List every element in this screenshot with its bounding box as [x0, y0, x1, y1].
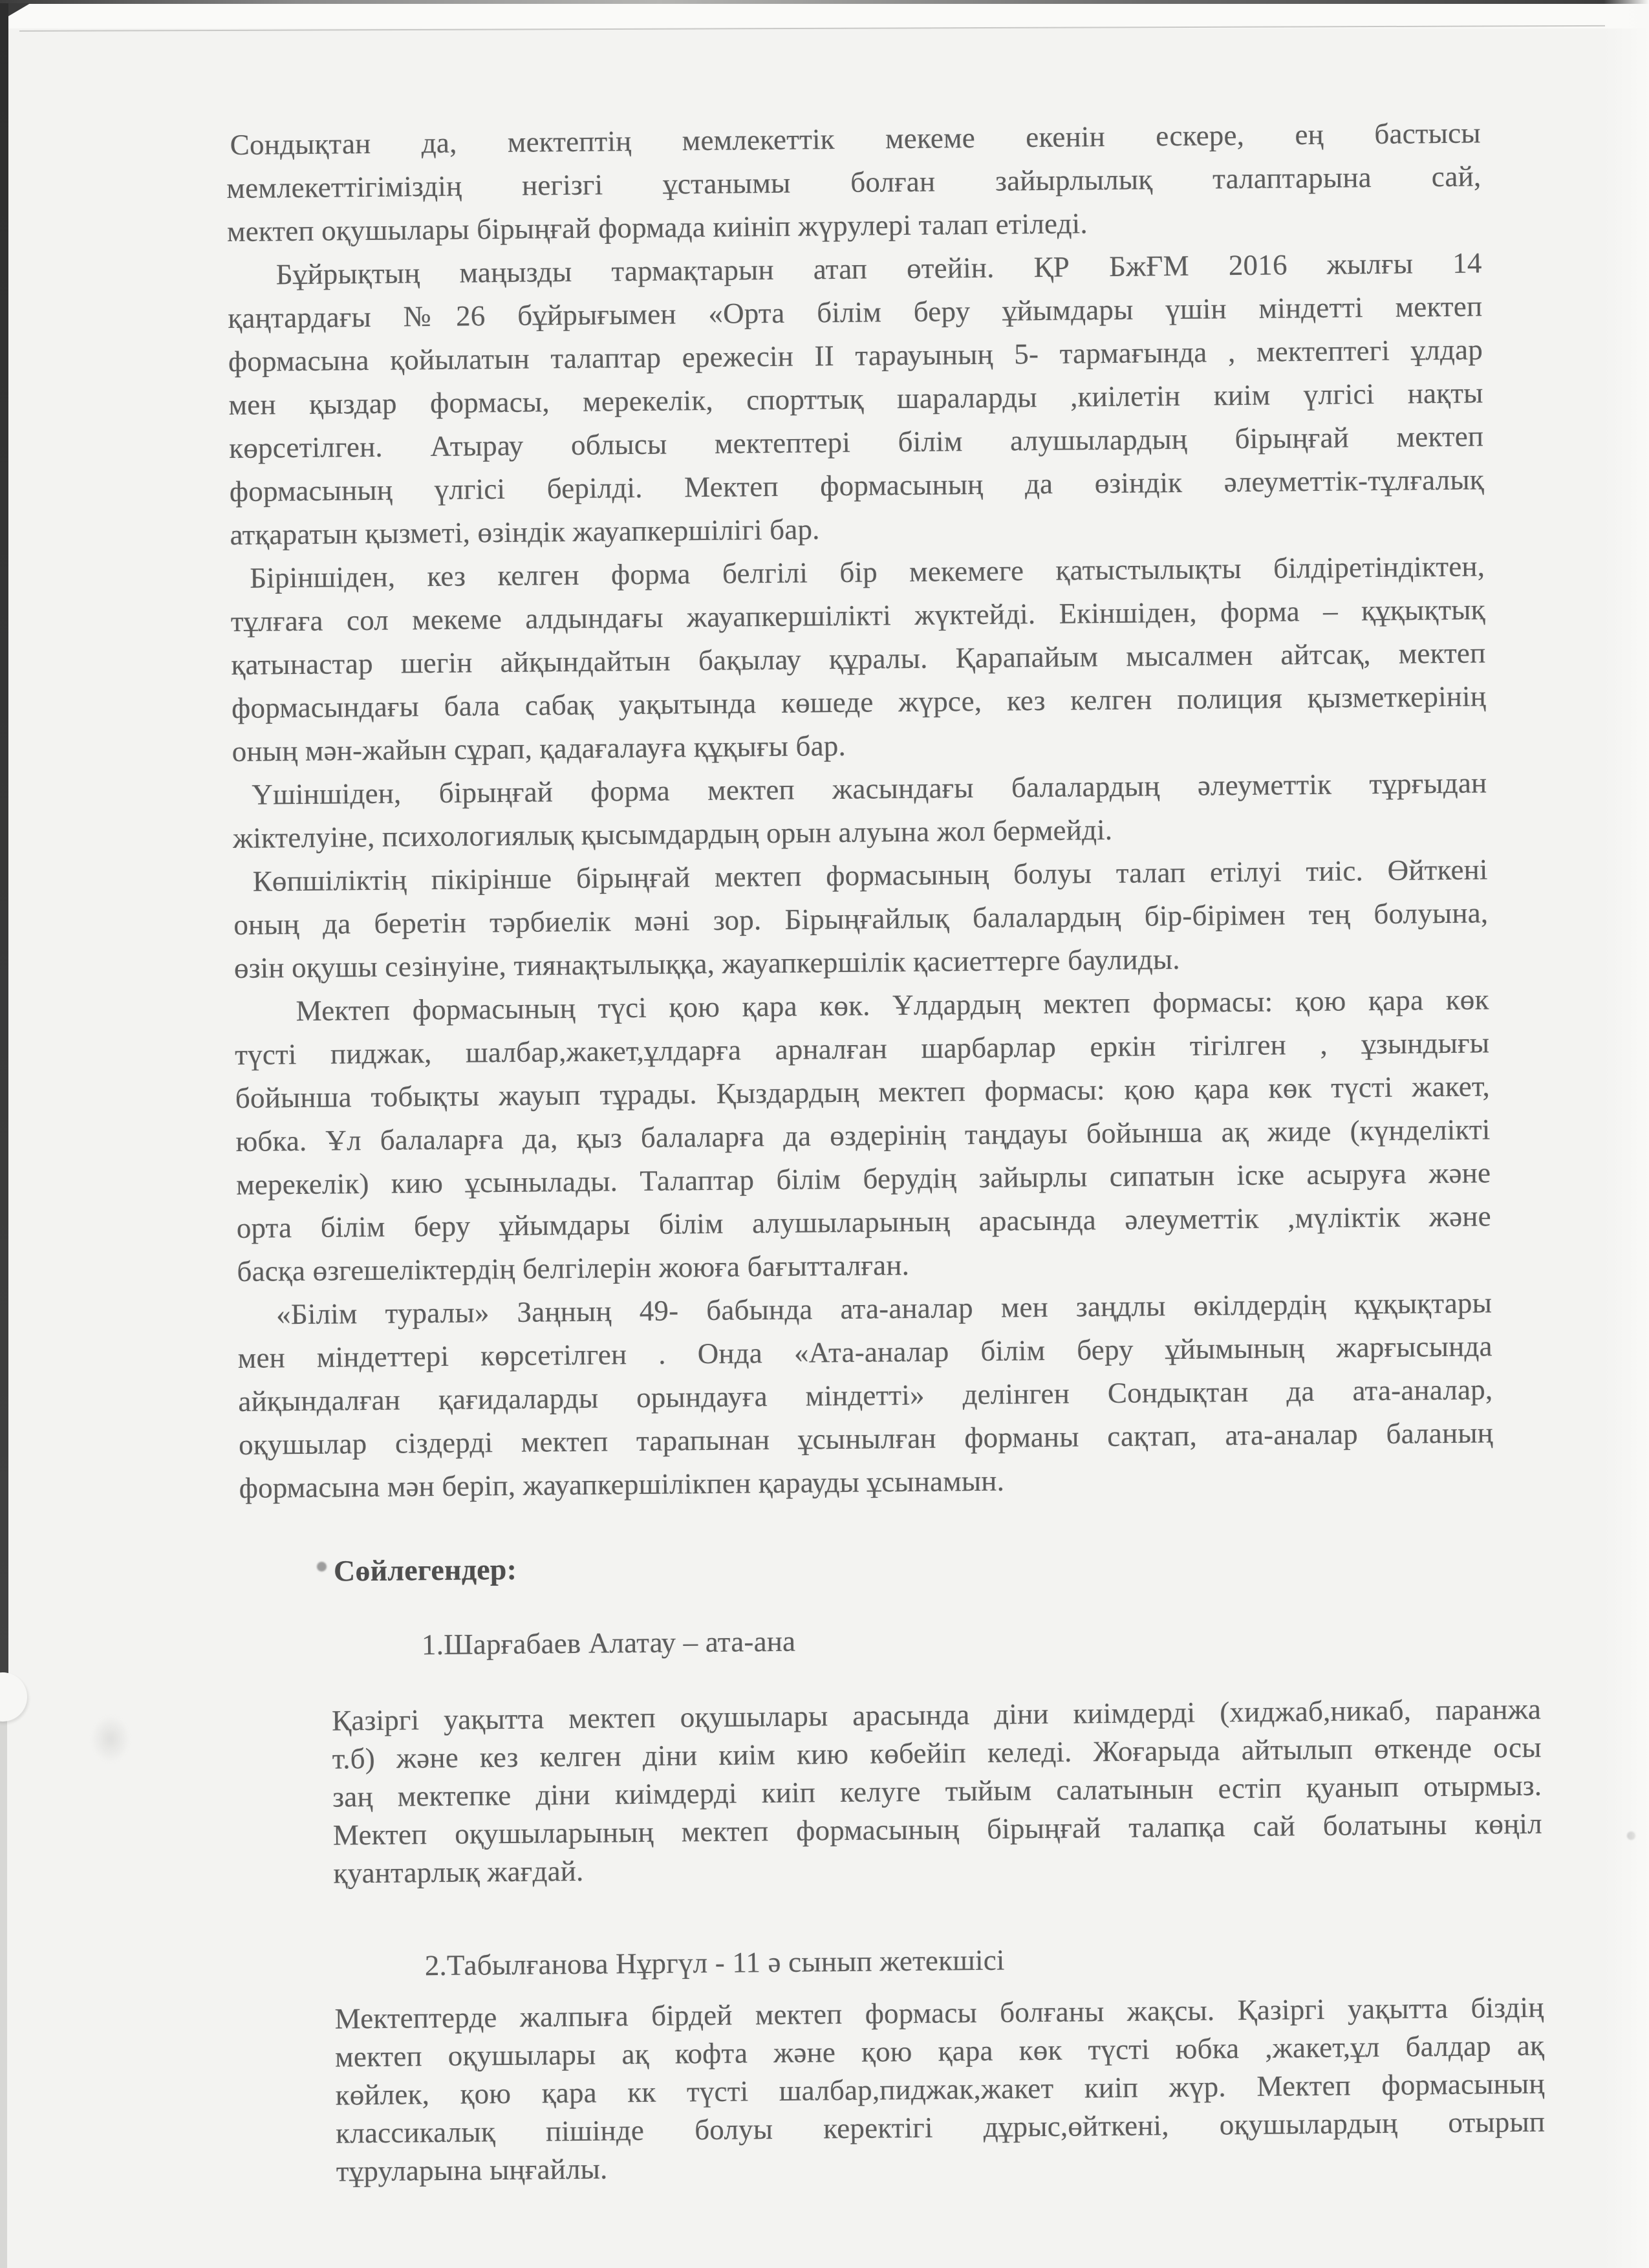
speakers-heading — [240, 1541, 1494, 1591]
text-line: Үшіншіден, бірыңғай форма мектеп жасындағы балалардың әлеуметтік тұрғыдан — [252, 766, 1487, 811]
text-line: мен қыздар формасы, мерекелік, спорттық шараларды ,киілетін киім үлгісі нақты — [228, 376, 1483, 422]
text-line: атқаратын қызметі, өзіндік жауапкершілігі бар. — [230, 513, 820, 552]
scan-top-margin — [8, 0, 1649, 28]
text-line: өзін оқушы сезінуіне, тиянақтылыққа, жауапкершілік қасиеттерге баулиды. — [233, 942, 1180, 984]
text-line: «Білім туралы» Заңның 49- бабында ата-аналар мен заңдлы өкілдердің құқықтары — [275, 1286, 1493, 1331]
paragraph-firstly — [230, 545, 1487, 773]
speaker-1-name — [241, 1615, 1495, 1665]
text-line: юбка. Ұл балаларға да, қыз балаларға да өздерінің таңдауы бойынша ақ жиде (күнделікті — [235, 1113, 1491, 1158]
text-line: Біріншіден, кез келген форма белгілі бір мекемеге қатыстылықты білдіретіндіктен, — [249, 550, 1485, 594]
text-line: тұлғаға сол мекеме алдындағы жауапкершілікті жүктейді. Екіншіден, форма – құқықтық — [230, 593, 1485, 638]
text-line: жіктелуіне, психологиялық қысымдардың орын алуына жол бермейді. — [232, 813, 1113, 854]
text-line: Қазіргі уақытта мектеп оқушылары арасында діни киімдерді (хиджаб,никаб, паранжа — [331, 1692, 1542, 1737]
paragraph-order — [227, 241, 1484, 557]
text-line: формасындағы бала сабақ уақытында көшеде жүрсе, кез келген полиция қызметкерінің — [231, 680, 1487, 725]
text-line: формасының үлгісі берілді. Мектеп формасының да өзіндік әлеуметтік-тұлғалық — [229, 463, 1485, 508]
text-line: көрсетілген. Атырау облысы мектептері білім алушылардың бірыңғай мектеп — [229, 420, 1484, 465]
scan-left-edge-lower — [0, 1683, 7, 2268]
text-line: оның мән-жайын сұрап, қадағалауға құқығы бар. — [232, 729, 846, 768]
text-line: мектеп оқушылары ақ кофта және қою қара көк түсті юбка ,жакет,ұл балдар ақ — [334, 2029, 1545, 2073]
text-line: басқа өзгешеліктердің белгілерін жоюға бағытталған. — [237, 1248, 910, 1288]
text-line: түсті пиджак, шалбар,жакет,ұлдарға арналған шарбарлар еркін тігілген , ұзындығы — [235, 1026, 1490, 1071]
scan-right-fade — [1604, 0, 1649, 2268]
text-line: Сөйлегендер: — [333, 1552, 517, 1588]
scan-left-edge — [0, 3, 8, 1685]
scan-top-edge — [0, 0, 1649, 4]
text-line: 1.Шарғабаев Алатау – ата-ана — [421, 1625, 796, 1661]
text-line: Мектеп оқушыларының мектеп формасының бірыңғай талапқа сай болатыны көңіл — [332, 1807, 1543, 1852]
text-line: формасына мән беріп, жауапкершілікпен қарауды ұсынамын. — [239, 1464, 1005, 1504]
text-line: Сондықтан да, мектептің мемлекеттік мекеме екенін ескере, ең бастысы — [230, 116, 1481, 161]
text-line: оның да беретін тәрбиелік мәні зор. Бірыңғайлық балалардың бір-бірімен тең болуына, — [233, 896, 1489, 941]
speaker-2-statement — [334, 1989, 1546, 2191]
paragraph-thirdly — [232, 761, 1487, 860]
text-line: қаңтардағы №26 бұйрығымен «Орта білім беру ұйымдары үшін міндетті мектеп — [228, 290, 1483, 335]
text-line: көйлек, қою қара кк түсті шалбар,пиджак,жакет киіп жүр. Мектеп формасының — [335, 2067, 1545, 2111]
text-line: Бұйрықтың маңызды тармақтарын атап өтейін. ҚР БжҒМ 2016 жылғы 14 — [275, 246, 1482, 291]
text-line: қуантарлық жағдай. — [333, 1854, 584, 1890]
text-line: орта білім беру ұйымдары білім алушыларының арасында әлеуметтік ,мүліктік және — [236, 1200, 1491, 1244]
text-line: Мектептерде жалпыға бірдей мектеп формасы болғаны жақсы. Қазіргі уақытта біздің — [334, 1991, 1544, 2035]
text-line: оқушылар сіздерді мектеп тарапынан ұсынылған форманы сақтап, ата-аналар баланың — [238, 1416, 1494, 1461]
hole-punch-bump — [0, 1672, 27, 1722]
text-line: 2.Табылғанова Нұргүл - 11 ә сынып жетекшісі — [424, 1943, 1005, 1982]
text-line: формасына қойылатын талаптар ережесін II тарауының 5- тармағында , мектептегі ұлдар — [228, 333, 1483, 378]
text-line: мен міндеттері көрсетілген . Онда «Ата-аналар білім беру ұйымының жарғысында — [237, 1330, 1493, 1374]
text-line: қатынастар шегін айқындайтын бақылау құралы. Қарапайым мысалмен айтсақ, мектеп — [231, 636, 1486, 682]
paragraph-intro — [226, 111, 1482, 254]
paragraph-uniform-color — [234, 978, 1491, 1293]
paragraph-law — [237, 1281, 1494, 1510]
text-line: тұруларына ыңғайлы. — [336, 2152, 608, 2188]
text-line: мектеп оқушылары бірыңғай формада киініп жүрулері талап етіледі. — [226, 207, 1088, 248]
text-line: т.б) және кез келген діни киім кию көбейіп келеді. Жоғарыда айтылып өткенде осы — [332, 1731, 1542, 1775]
text-line: классикалық пішінде болуы керектігі дұрыс,өйткені, оқушылардың отырып — [336, 2105, 1546, 2150]
text-line: Мектеп формасының түсі қою қара көк. Ұлдардың мектеп формасы: қою қара көк — [296, 983, 1489, 1028]
speaker-1-statement — [332, 1690, 1543, 1893]
speaker-2-name — [244, 1936, 1498, 1986]
paragraph-majority — [233, 848, 1489, 990]
text-line: мемлекеттігіміздің негізгі ұстанымы болған зайырлылық талаптарына сай, — [226, 160, 1482, 205]
text-line: айқындалған қағидаларды орындауға міндетті» делінген Сондықтан да ата-аналар, — [238, 1373, 1493, 1418]
pencil-smudge — [91, 1715, 131, 1763]
text-line: мерекелік) кию ұсынылады. Талаптар білім берудің зайырлы сипатын іске асыруға және — [235, 1156, 1491, 1201]
text-line: Көпшіліктің пікірінше бірыңғай мектеп формасының болуы талап етілуі тиіс. Өйткені — [252, 853, 1488, 898]
document-text — [226, 111, 1546, 2191]
text-line: бойынша тобықты жауып тұрады. Қыздардың мектеп формасы: қою қара көк түсті жакет, — [235, 1070, 1491, 1114]
text-line: заң мектепке діни киімдерді киіп келуге тыйым салатынын естіп қуанып отырмыз. — [332, 1769, 1542, 1813]
